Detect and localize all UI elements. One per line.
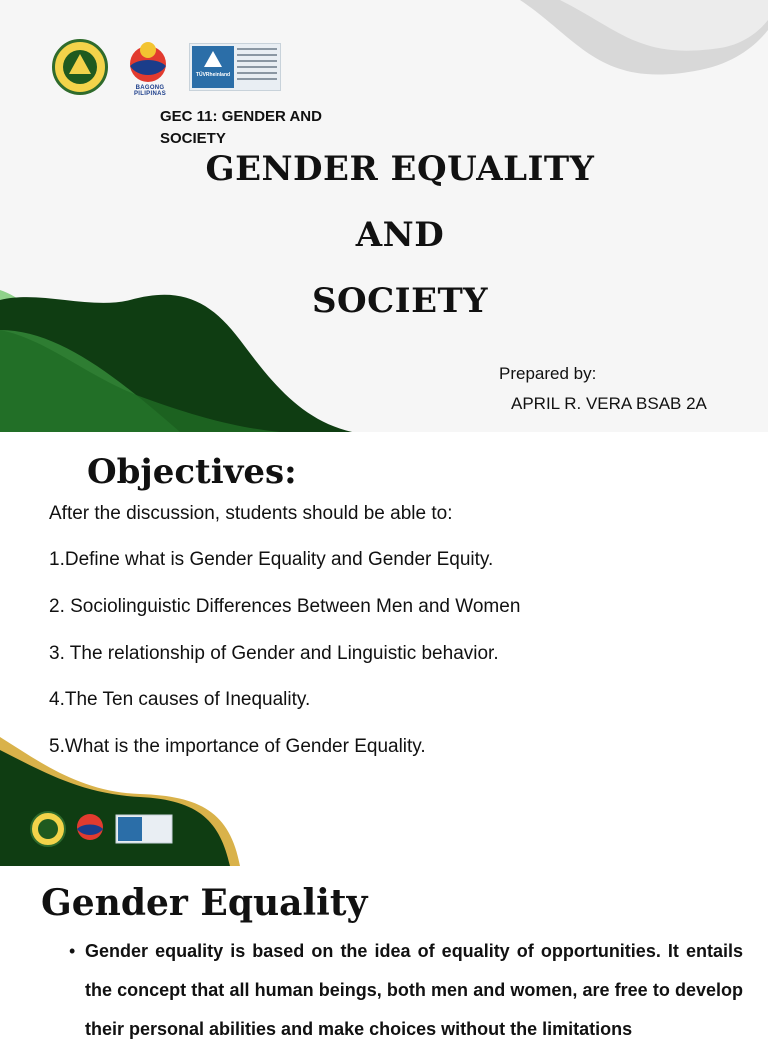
objectives-title: Objectives:: [87, 452, 297, 492]
title-slide: [0, 0, 768, 432]
title-line-1: GENDER EQUALITY: [205, 149, 595, 189]
objective-item-5: 5.What is the importance of Gender Equality.: [49, 736, 426, 757]
bullet-icon: •: [69, 941, 76, 961]
footer-logos: [28, 809, 178, 849]
main-title: [190, 136, 610, 334]
course-title: GEC 11: GENDER AND SOCIETY: [160, 108, 322, 147]
prepared-by-label: Prepared by:: [499, 364, 597, 383]
gender-equality-slide: [0, 866, 768, 1039]
tuv-label: TÜVRheinland: [195, 72, 231, 78]
gender-equality-body: Gender equality is based on the idea of equality of opportunities. It entails the concept that all human beings, both men and women, are free to develop their personal abilities and make choices without the limitations: [85, 941, 743, 1039]
gender-equality-title: Gender Equality: [41, 882, 368, 924]
tuv-certification-logo: [189, 43, 281, 91]
objective-item-3: 3. The relationship of Gender and Linguistic behavior.: [49, 643, 499, 664]
prepared-by-name: APRIL R. VERA BSAB 2A: [511, 394, 707, 413]
bagong-pilipinas-text: BAGONG PILIPINAS: [133, 85, 167, 97]
objective-item-1: 1.Define what is Gender Equality and Gender Equity.: [49, 549, 494, 570]
title-line-3: SOCIETY: [311, 281, 489, 321]
title-line-2: AND: [355, 215, 445, 255]
objective-item-4: 4.The Ten causes of Inequality.: [49, 689, 311, 710]
bagong-pilipinas-logo: [120, 38, 176, 98]
objectives-slide: [0, 432, 768, 866]
objective-item-2: 2. Sociolinguistic Differences Between Men and Women: [49, 596, 521, 617]
objectives-intro: After the discussion, students should be able to:: [49, 503, 453, 524]
university-seal-logo: [52, 39, 108, 95]
